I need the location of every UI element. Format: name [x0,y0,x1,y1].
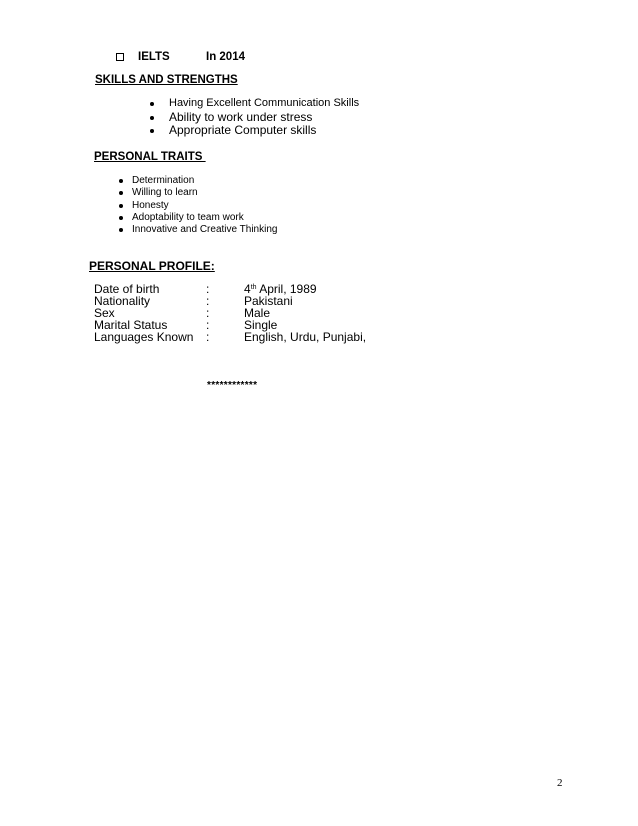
list-item: Willing to learn [132,187,277,199]
list-item: Innovative and Creative Thinking [132,224,277,236]
list-item: Determination [132,175,277,187]
profile-separator: : [206,306,210,320]
profile-separator: : [206,294,210,308]
bullet-icon [150,129,154,133]
profile-separator: : [206,282,210,296]
profile-label: Nationality [94,294,151,308]
profile-heading: PERSONAL PROFILE: [89,259,215,273]
qualification-name: IELTS [138,51,170,63]
bullet-icon [150,116,154,120]
list-item: Adoptability to team work [132,212,277,224]
bullet-icon [119,191,123,195]
profile-separator: : [206,330,210,344]
section-divider-stars: ************ [207,380,258,391]
qualification-ielts [116,51,245,63]
profile-value: Pakistani [244,294,293,308]
square-bullet-icon [116,53,124,61]
bullet-icon [119,179,123,183]
profile-label: Languages Known [94,330,194,344]
qualification-year: In 2014 [206,51,245,63]
profile-value: Single [244,318,278,332]
skills-list [169,97,359,138]
page-number: 2 [557,777,563,789]
profile-value: 4th April, 1989 [244,282,317,296]
profile-label: Marital Status [94,318,168,332]
list-item: Having Excellent Communication Skills [169,97,359,111]
profile-separator: : [206,318,210,332]
skills-heading: SKILLS AND STRENGTHS [95,74,238,86]
bullet-icon [119,228,123,232]
bullet-icon [119,204,123,208]
list-item: Ability to work under stress [169,111,359,125]
list-item: Honesty [132,200,277,212]
traits-list [132,175,277,236]
profile-value: English, Urdu, Punjabi, [244,330,367,344]
profile-label: Sex [94,306,115,320]
profile-value: Male [244,306,271,320]
traits-heading: PERSONAL TRAITS [94,151,206,163]
profile-label: Date of birth [94,282,160,296]
list-item: Appropriate Computer skills [169,124,359,138]
bullet-icon [150,102,154,106]
bullet-icon [119,216,123,220]
